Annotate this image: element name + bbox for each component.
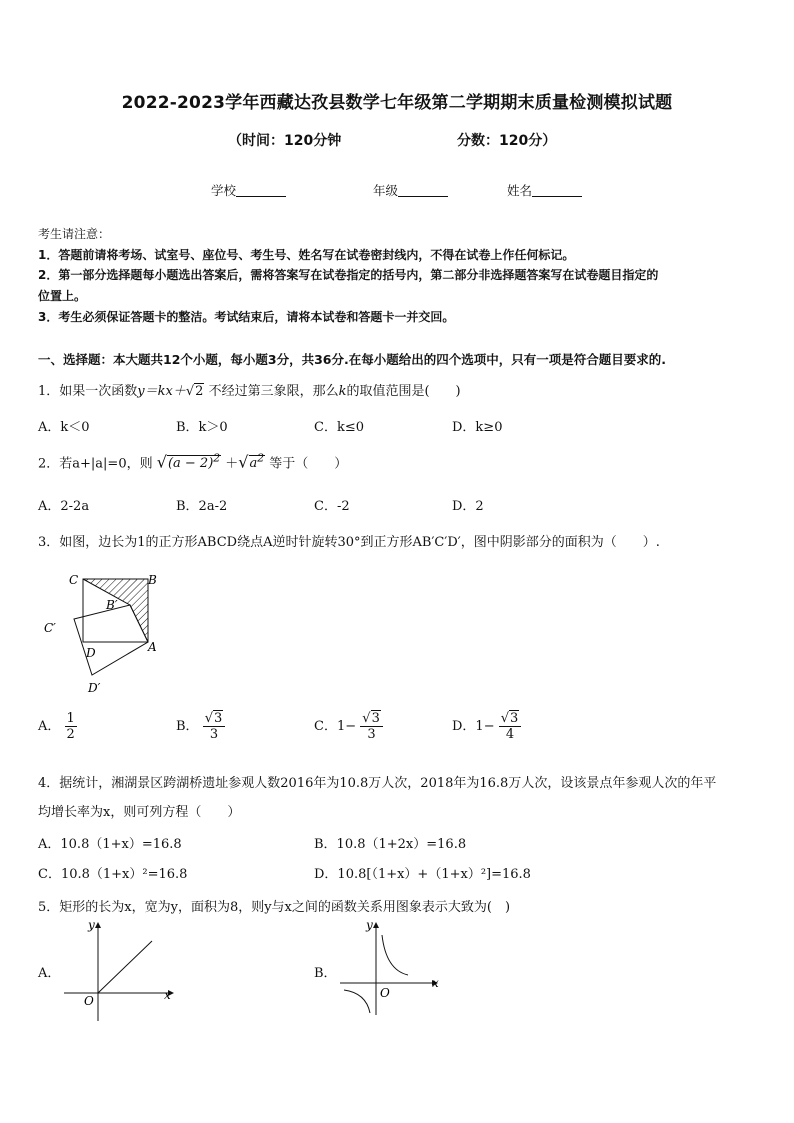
q2-option-a[interactable]: A．2-2a bbox=[38, 499, 90, 514]
q2-option-d[interactable]: D．2 bbox=[452, 499, 484, 514]
q4-option-c[interactable]: C．10.8（1+x）²=16.8 bbox=[38, 867, 188, 882]
q4-option-b[interactable]: B．10.8（1+2x）=16.8 bbox=[314, 837, 467, 852]
q3-option-b[interactable] bbox=[176, 711, 225, 742]
label-b-prime: B′ bbox=[106, 598, 118, 612]
label-d-prime: D′ bbox=[88, 681, 101, 695]
question-3-stem: 3．如图，边长为1的正方形ABCD绕点A逆时针旋转30°到正方形AB′C′D′，图中阴影部分的面积为（ ）. bbox=[38, 535, 660, 550]
q1-expr: y＝kx＋ bbox=[137, 384, 186, 399]
label-b: B bbox=[148, 573, 157, 587]
q3-b-den: 3 bbox=[209, 727, 219, 742]
q3-option-a[interactable] bbox=[38, 711, 77, 742]
label-d: D bbox=[86, 646, 96, 660]
q3-c-den: 3 bbox=[367, 727, 376, 742]
name-label: 姓名 bbox=[507, 183, 533, 198]
school-label: 学校 bbox=[211, 183, 237, 198]
notice-item-3: 3．考生必须保证答题卡的整洁。考试结束后，请将本试卷和答题卡一并交回。 bbox=[38, 310, 455, 324]
q3-a-label: A． bbox=[38, 719, 61, 734]
x-label: x bbox=[164, 988, 171, 1002]
notice-item-2: 2．第一部分选择题每小题选出答案后，需将答案写在试卷指定的括号内，第二部分非选择题答案写在试卷题目指定的 bbox=[38, 268, 659, 282]
grade-blank[interactable] bbox=[398, 184, 448, 197]
q3-b-fraction bbox=[203, 711, 226, 742]
q2-expr-1: (a − 2) bbox=[167, 456, 214, 472]
question-5-stem: 5．矩形的长为x，宽为y，面积为8，则y与x之间的函数关系用图象表示大致为( ) bbox=[38, 900, 511, 915]
q3-c-num-value: 3 bbox=[371, 711, 380, 726]
question-4-stem-line-2: 均增长率为x，则可列方程（ ） bbox=[38, 805, 241, 820]
q2-sqrt-2 bbox=[249, 452, 266, 472]
q5-graph-b bbox=[336, 915, 446, 1025]
q1-text-c: 的取值范围是( ) bbox=[346, 384, 461, 399]
hyperbola-branch-2 bbox=[344, 990, 370, 1013]
linear-graph bbox=[98, 941, 152, 993]
q2-sup-1: 2 bbox=[213, 452, 221, 465]
q4-option-d[interactable]: D．10.8[（1+x）+（1+x）²]=16.8 bbox=[314, 867, 531, 882]
x-label: x bbox=[432, 976, 439, 990]
notice-item-1: 1．答题前请将考场、试室号、座位号、考生号、姓名写在试卷密封线内，不得在试卷上作任何标记。 bbox=[38, 248, 575, 262]
q3-option-d[interactable] bbox=[452, 711, 521, 742]
q1-option-b[interactable]: B．k＞0 bbox=[176, 420, 228, 435]
y-axis-arrow bbox=[373, 922, 379, 928]
q3-b-num: √3 bbox=[203, 711, 226, 727]
q1-option-d[interactable]: D．k≥0 bbox=[452, 420, 503, 435]
q3-a-num: 1 bbox=[66, 711, 75, 726]
q2-sqrt-1 bbox=[167, 452, 221, 472]
q1-option-c[interactable]: C．k≤0 bbox=[314, 420, 364, 435]
name-field bbox=[507, 181, 582, 199]
q3-c-fraction bbox=[360, 711, 383, 742]
school-blank[interactable] bbox=[236, 184, 286, 197]
q2-sqrt-sign-1: √ bbox=[156, 452, 167, 472]
q2-expr-2: a bbox=[249, 456, 258, 472]
y-label: y bbox=[366, 918, 373, 932]
q3-a-den: 2 bbox=[66, 727, 75, 742]
q2-option-b[interactable]: B．2a-2 bbox=[176, 499, 228, 514]
school-field bbox=[211, 181, 286, 199]
q3-d-num-value: 3 bbox=[510, 711, 519, 726]
grade-label: 年级 bbox=[373, 183, 399, 198]
question-1-stem bbox=[38, 380, 461, 399]
q5-graph-a bbox=[60, 915, 180, 1025]
name-blank[interactable] bbox=[532, 184, 582, 197]
origin-label: O bbox=[84, 994, 94, 1008]
y-label: y bbox=[88, 918, 95, 932]
section-heading: 一、选择题：本大题共12个小题，每小题3分，共36分.在每小题给出的四个选项中，只有一项是符合题目要求的. bbox=[38, 352, 666, 367]
q1-sqrt-sign: √ bbox=[185, 384, 195, 399]
grade-field bbox=[373, 181, 448, 199]
q3-d-num: √3 bbox=[499, 711, 522, 727]
question-4-stem-line-1: 4．据统计，湘湖景区跨湖桥遗址参观人数2016年为10.8万人次，2018年为16.8万人次，设该景点年参观人次的年平 bbox=[38, 776, 717, 791]
q3-b-label: B． bbox=[176, 719, 199, 734]
origin-label: O bbox=[380, 986, 390, 1000]
q3-b-num-value: 3 bbox=[214, 711, 223, 726]
notice-item-2-cont: 位置上。 bbox=[38, 289, 87, 303]
exam-time: （时间：120分钟 bbox=[228, 133, 342, 149]
q2-text-a: 2．若a+|a|=0，则 bbox=[38, 456, 153, 472]
q2-sup-2: 2 bbox=[257, 452, 265, 465]
q1-text-a: 1．如果一次函数 bbox=[38, 384, 138, 399]
q1-k: k bbox=[338, 384, 347, 399]
exam-title: 2022-2023学年西藏达孜县数学七年级第二学期期末质量检测模拟试题 bbox=[121, 93, 673, 113]
q3-figure bbox=[38, 565, 178, 700]
hyperbola-branch-1 bbox=[382, 935, 408, 975]
exam-score: 分数：120分） bbox=[457, 133, 557, 149]
q1-option-a[interactable]: A．k＜0 bbox=[38, 420, 90, 435]
question-2-stem: 2．若a+|a|=0，则 $√(a - 2)^2 +√a^2$ 等于（ ） bbox=[38, 452, 348, 472]
q2-text-b: 等于（ ） bbox=[269, 456, 348, 472]
q5-option-b[interactable]: B． bbox=[314, 966, 337, 981]
label-c-prime: C′ bbox=[44, 621, 56, 635]
q3-c-num: √3 bbox=[360, 711, 383, 727]
q2-option-c[interactable]: C．-2 bbox=[314, 499, 350, 514]
q2-sqrt-sign-2: √ bbox=[238, 452, 249, 472]
q5-option-a[interactable]: A． bbox=[38, 966, 61, 981]
q1-sqrt-value: 2 bbox=[195, 384, 204, 399]
q4-option-a[interactable]: A．10.8（1+x）=16.8 bbox=[38, 837, 182, 852]
y-axis-arrow bbox=[95, 922, 101, 928]
q3-d-fraction bbox=[499, 711, 522, 742]
q3-d-den: 4 bbox=[505, 727, 515, 742]
label-c: C bbox=[69, 573, 79, 587]
q1-text-b: 不经过第三象限，那么 bbox=[208, 384, 339, 399]
q3-c-label: C．1− bbox=[314, 719, 357, 734]
q3-d-label: D．1− bbox=[452, 719, 495, 734]
q3-option-c[interactable] bbox=[314, 711, 383, 742]
q3-a-fraction bbox=[65, 711, 77, 742]
notice-heading: 考生请注意： bbox=[38, 227, 111, 241]
label-a: A bbox=[148, 640, 157, 654]
